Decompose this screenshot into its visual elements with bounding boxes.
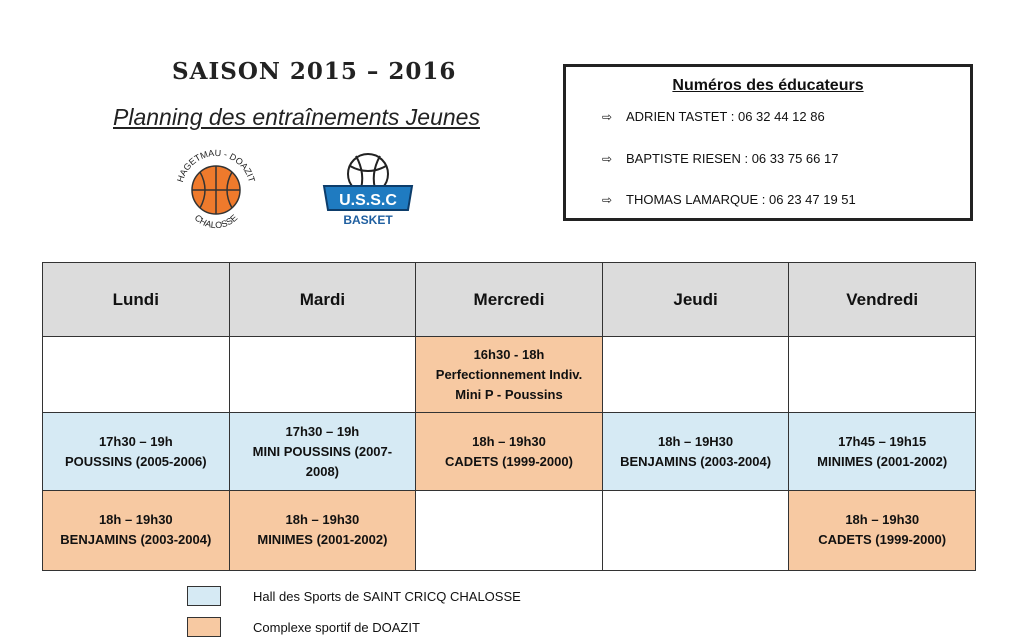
logo-top-text: HAGETMAU - DOAZIT xyxy=(174,148,258,184)
season-title: SAISON 2015 – 2016 xyxy=(172,58,457,85)
contact-row xyxy=(602,192,856,207)
day-header: Vendredi xyxy=(789,263,976,337)
legend-swatch-orange xyxy=(187,617,221,637)
legend-label: Hall des Sports de SAINT CRICQ CHALOSSE xyxy=(253,589,521,604)
day-header: Mardi xyxy=(229,263,416,337)
day-header: Lundi xyxy=(43,263,230,337)
session-time: 17h45 – 19h15 xyxy=(838,433,927,449)
schedule-cell xyxy=(229,490,416,570)
schedule-cell xyxy=(43,413,230,490)
contact-text: BAPTISTE RIESEN : 06 33 75 66 17 xyxy=(626,151,839,166)
logo-ussc-text: U.S.S.C xyxy=(339,192,397,209)
session-time: 17h30 – 19h xyxy=(285,423,360,439)
session-group: Perfectionnement Indiv. Mini P - Poussins xyxy=(435,366,583,402)
session-time: 16h30 - 18h xyxy=(473,346,545,362)
logo-basket-text: BASKET xyxy=(343,213,393,227)
contacts-title: Numéros des éducateurs xyxy=(672,77,864,94)
club-logo-ussc xyxy=(320,152,416,228)
table-header-row xyxy=(43,263,976,337)
schedule-cell xyxy=(789,413,976,490)
session-group: MINI POUSSINS (2007-2008) xyxy=(252,443,393,479)
arrow-right-icon: ⇨ xyxy=(602,193,613,207)
schedule-cell xyxy=(789,490,976,570)
session-time: 18h – 19h30 xyxy=(845,512,920,528)
day-header: Jeudi xyxy=(602,263,789,337)
schedule-cell xyxy=(416,490,603,570)
schedule-cell xyxy=(789,337,976,413)
session-time: 17h30 – 19h xyxy=(98,433,173,449)
schedule-cell xyxy=(602,413,789,490)
logo-bottom-text: CHALOSSE xyxy=(192,212,240,231)
schedule-cell xyxy=(43,337,230,413)
contact-text: THOMAS LAMARQUE : 06 23 47 19 51 xyxy=(626,192,856,207)
session-time: 18h – 19h30 xyxy=(98,512,173,528)
legend-swatch-blue xyxy=(187,586,221,606)
schedule-table xyxy=(42,262,976,571)
session-group: POUSSINS (2005-2006) xyxy=(64,453,207,469)
session-group: MINIMES (2001-2002) xyxy=(257,532,388,548)
session-group: BENJAMINS (2003-2004) xyxy=(620,453,772,469)
page-subtitle: Planning des entraînements Jeunes xyxy=(113,104,480,130)
schedule-cell xyxy=(229,413,416,490)
schedule-cell xyxy=(416,337,603,413)
session-time: 18h – 19h30 xyxy=(472,433,546,449)
table-row xyxy=(43,413,976,490)
club-logo-hagetmau xyxy=(170,148,262,234)
schedule-cell xyxy=(43,490,230,570)
schedule-cell xyxy=(229,337,416,413)
svg-text:CHALOSSE xyxy=(193,213,240,231)
schedule-cell xyxy=(416,413,603,490)
contact-row xyxy=(602,109,825,124)
session-group: MINIMES (2001-2002) xyxy=(817,453,948,469)
arrow-right-icon: ⇨ xyxy=(602,110,613,124)
session-group: CADETS (1999-2000) xyxy=(818,532,947,548)
day-header: Mercredi xyxy=(416,263,603,337)
legend-label: Complexe sportif de DOAZIT xyxy=(253,620,420,635)
session-time: 18h – 19h30 xyxy=(285,512,360,528)
table-row xyxy=(43,490,976,570)
contacts-box xyxy=(563,64,973,221)
table-row xyxy=(43,337,976,413)
contact-row xyxy=(602,151,838,166)
schedule-cell xyxy=(602,337,789,413)
session-group: BENJAMINS (2003-2004) xyxy=(60,532,212,548)
contact-text: ADRIEN TASTET : 06 32 44 12 86 xyxy=(626,109,825,124)
arrow-right-icon: ⇨ xyxy=(602,152,613,166)
schedule-cell xyxy=(602,490,789,570)
session-time: 18h – 19H30 xyxy=(657,433,734,449)
session-group: CADETS (1999-2000) xyxy=(445,453,573,469)
